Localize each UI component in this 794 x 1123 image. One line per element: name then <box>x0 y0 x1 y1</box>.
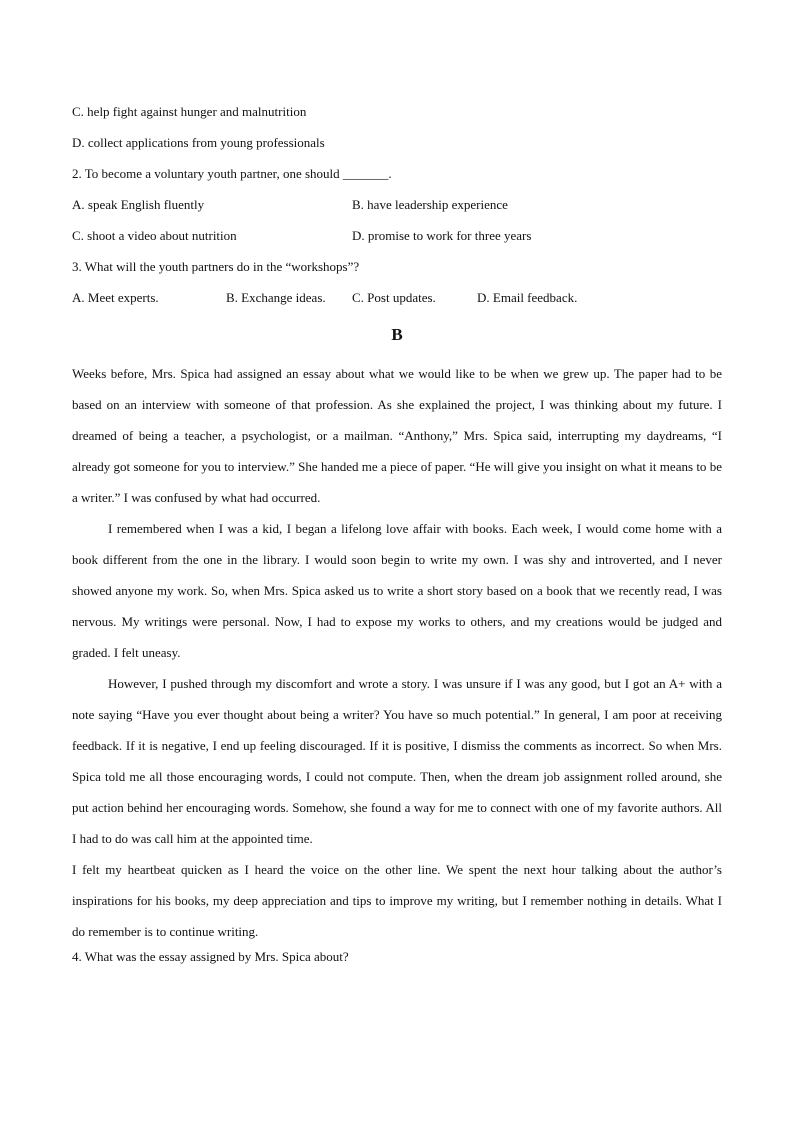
q2-option-a: A. speak English fluently <box>72 197 205 212</box>
q3-stem: 3. What will the youth partners do in the “workshops”? <box>72 259 360 274</box>
q3-option-a: A. Meet experts. <box>72 290 159 305</box>
document-page <box>72 102 722 967</box>
q4-stem: 4. What was the essay assigned by Mrs. Spica about? <box>72 949 349 964</box>
passage-paragraph-3: However, I pushed through my discomfort and wrote a story. I was unsure if I was any good, but I got an A+ with a note saying “Have you ever thought about being a writer? You have so much potential.” In general, I am poor at receiving feedback. If it is negative, I end up feeling discouraged. If it is positive, I dismiss the comments as incorrect. So when Mrs. Spica told me all those encouraging words, I could not compute. Then, when the dream job assignment rolled around, she put action behind her encouraging words. Somehow, she found a way for me to connect with one of my favorite authors. All I had to do was call him at the appointed time. <box>72 676 722 846</box>
q2-option-d: D. promise to work for three years <box>352 228 532 243</box>
q2-option-c: C. shoot a video about nutrition <box>72 228 237 243</box>
q3-options-row <box>72 288 722 308</box>
q2-stem: 2. To become a voluntary youth partner, one should _______. <box>72 166 392 181</box>
q2-options-row-2 <box>72 226 722 246</box>
q3-option-b: B. Exchange ideas. <box>226 290 326 305</box>
q2-option-b: B. have leadership experience <box>352 197 508 212</box>
q2-options-row-1 <box>72 195 722 215</box>
q1-option-d: D. collect applications from young professionals <box>72 135 325 150</box>
passage-paragraph-1: Weeks before, Mrs. Spica had assigned an essay about what we would like to be when we grew up. The paper had to be based on an interview with someone of that profession. As she explained the project, I was thinking about my future. I dreamed of being a teacher, a psychologist, or a mailman. “Anthony,” Mrs. Spica said, interrupting my daydreams, “I already got someone for you to interview.” She handed me a piece of paper. “He will give you insight on what it means to be a writer.” I was confused by what had occurred. <box>72 366 722 505</box>
q3-option-c: C. Post updates. <box>352 290 436 305</box>
q1-option-c: C. help fight against hunger and malnutrition <box>72 104 307 119</box>
passage-paragraph-2: I remembered when I was a kid, I began a lifelong love affair with books. Each week, I would come home with a book different from the one in the library. I would soon begin to write my own. I was shy and introverted, and I never showed anyone my work. So, when Mrs. Spica asked us to write a short story based on a book that we recently read, I was nervous. My writings were personal. Now, I had to expose my works to others, and my creations would be judged and graded. I felt uneasy. <box>72 521 722 660</box>
passage-paragraph-4: I felt my heartbeat quicken as I heard the voice on the other line. We spent the next hour talking about the author’s inspirations for his books, my deep appreciation and tips to improve my writing, but I remember nothing in details. What I do remember is to continue writing. <box>72 862 722 939</box>
section-b-title: B <box>391 325 403 344</box>
q3-option-d: D. Email feedback. <box>477 290 578 305</box>
